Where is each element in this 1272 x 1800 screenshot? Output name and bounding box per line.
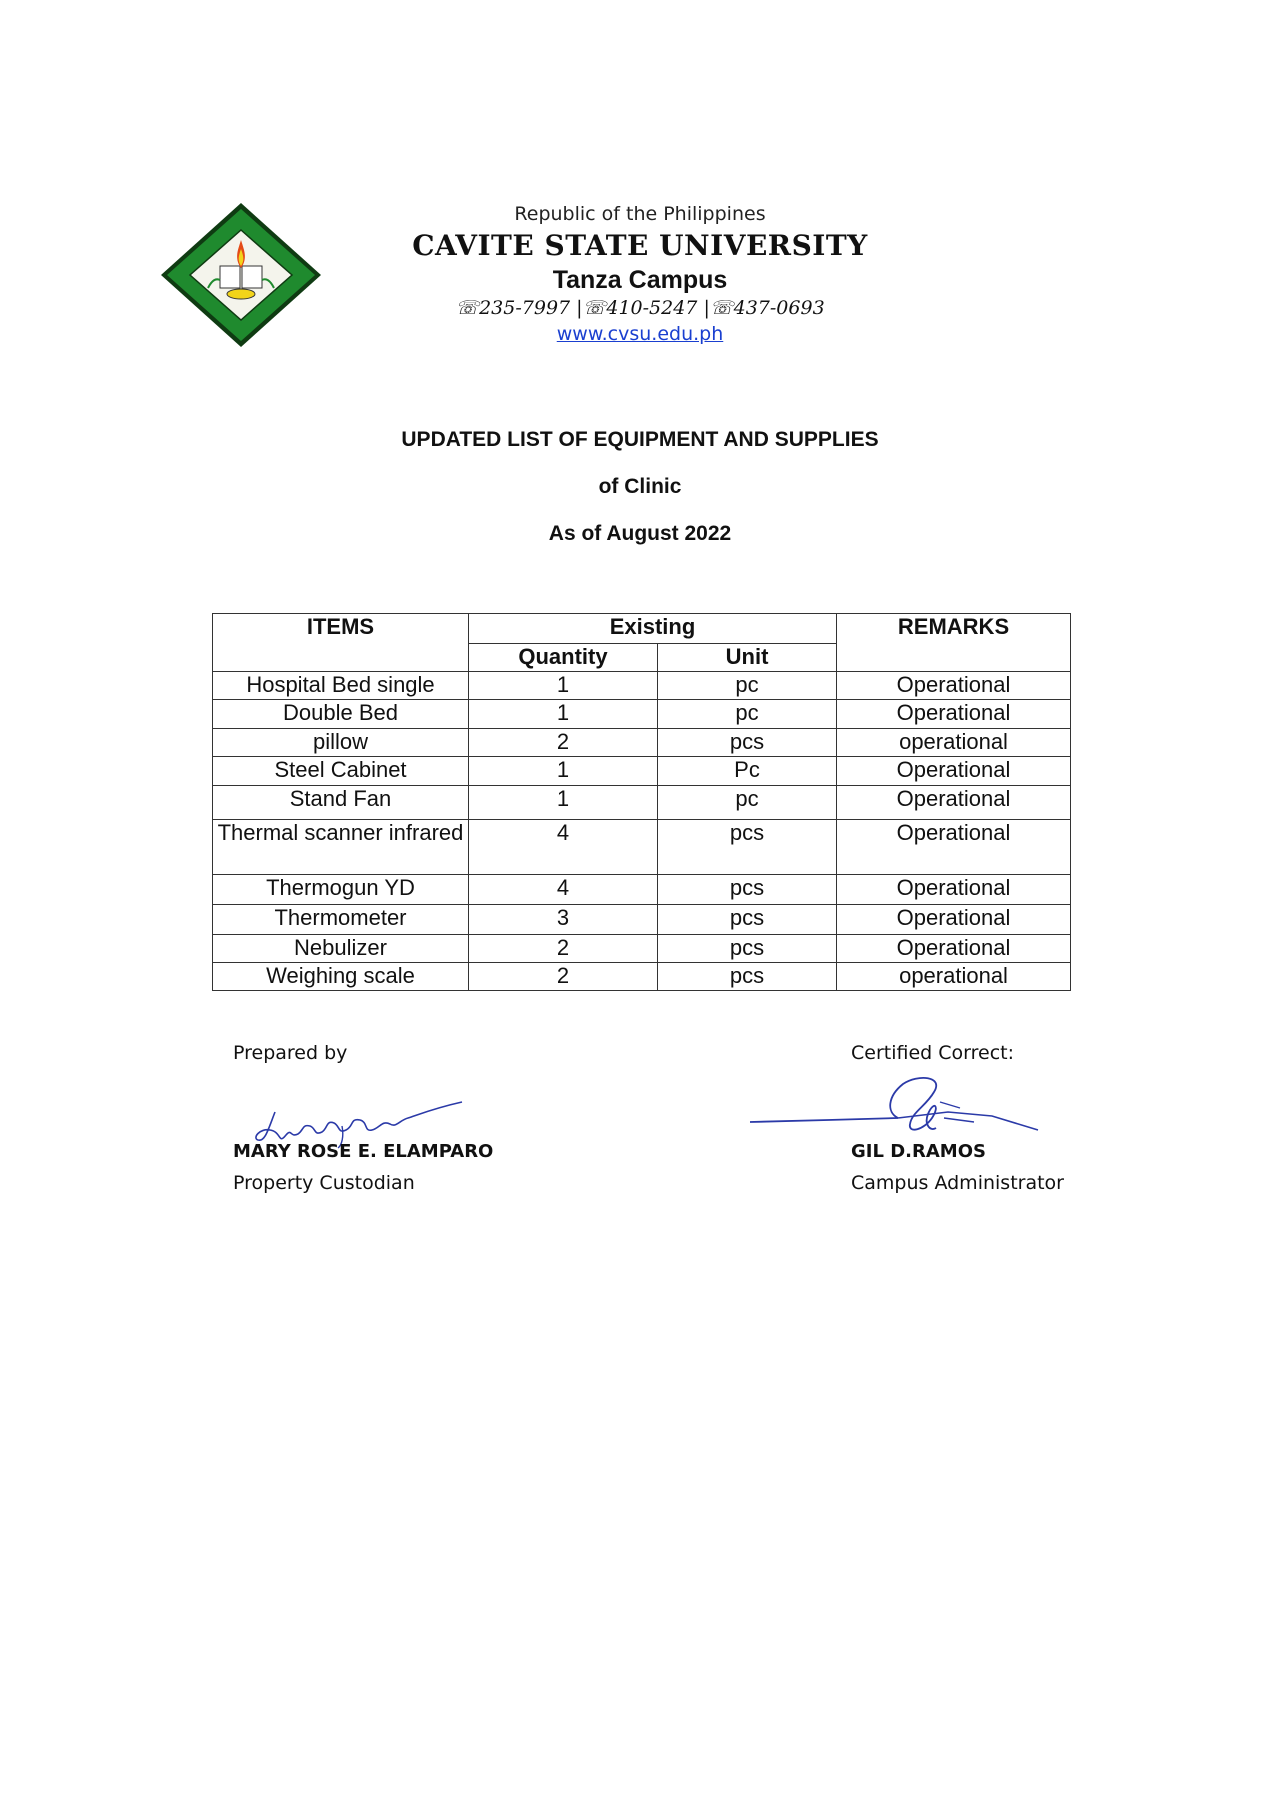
remarks-cell: Operational bbox=[837, 757, 1071, 786]
table-row bbox=[213, 905, 1071, 935]
remarks-cell: Operational bbox=[837, 905, 1071, 935]
quantity-cell: 4 bbox=[469, 820, 658, 875]
item-cell: Hospital Bed single bbox=[213, 672, 469, 700]
header-existing: Existing bbox=[469, 614, 837, 644]
telephone-icon: ☏ bbox=[709, 297, 734, 319]
item-cell: Nebulizer bbox=[213, 935, 469, 963]
item-cell: Weighing scale bbox=[213, 963, 469, 991]
quantity-cell: 4 bbox=[469, 875, 658, 905]
prepared-by-position: Property Custodian bbox=[233, 1172, 415, 1194]
telephone-icon: ☏ bbox=[455, 297, 480, 319]
header-unit: Unit bbox=[658, 644, 837, 672]
unit-cell: pc bbox=[658, 786, 837, 820]
remarks-cell: Operational bbox=[837, 672, 1071, 700]
website-link[interactable]: www.cvsu.edu.ph bbox=[556, 323, 724, 345]
item-cell: Steel Cabinet bbox=[213, 757, 469, 786]
equipment-table bbox=[212, 613, 1071, 991]
republic-label: Republic of the Philippines bbox=[514, 203, 766, 225]
table-row bbox=[213, 700, 1071, 729]
table-row bbox=[213, 672, 1071, 700]
quantity-cell: 2 bbox=[469, 963, 658, 991]
phone-3: 437-0693 bbox=[733, 297, 825, 319]
table-row bbox=[213, 729, 1071, 757]
item-cell: pillow bbox=[213, 729, 469, 757]
certified-by-name: GIL D.RAMOS bbox=[851, 1141, 986, 1162]
campus-name: Tanza Campus bbox=[552, 266, 728, 294]
certified-correct-label: Certified Correct: bbox=[851, 1042, 1015, 1064]
quantity-cell: 3 bbox=[469, 905, 658, 935]
unit-cell: pcs bbox=[658, 875, 837, 905]
remarks-cell: Operational bbox=[837, 700, 1071, 729]
document-title: UPDATED LIST OF EQUIPMENT AND SUPPLIES bbox=[401, 428, 879, 451]
unit-cell: pcs bbox=[658, 820, 837, 875]
remarks-cell: operational bbox=[837, 729, 1071, 757]
remarks-cell: Operational bbox=[837, 820, 1071, 875]
document-date: As of August 2022 bbox=[548, 522, 732, 545]
unit-cell: pcs bbox=[658, 963, 837, 991]
quantity-cell: 1 bbox=[469, 786, 658, 820]
item-cell: Thermogun YD bbox=[213, 875, 469, 905]
prepared-by-name: MARY ROSE E. ELAMPARO bbox=[233, 1141, 494, 1162]
table-row bbox=[213, 963, 1071, 991]
phone-numbers: ☏235-7997 |☏410-5247 |☏437-0693 bbox=[455, 297, 825, 319]
unit-cell: Pc bbox=[658, 757, 837, 786]
header-remarks: REMARKS bbox=[837, 614, 1071, 672]
table-row bbox=[213, 786, 1071, 820]
telephone-icon: ☏ bbox=[582, 297, 607, 319]
item-cell: Stand Fan bbox=[213, 786, 469, 820]
quantity-cell: 1 bbox=[469, 672, 658, 700]
header-items: ITEMS bbox=[213, 614, 469, 672]
unit-cell: pcs bbox=[658, 729, 837, 757]
university-seal-logo bbox=[158, 200, 324, 350]
phone-1: 235-7997 bbox=[479, 297, 571, 319]
phone-2: 410-5247 bbox=[606, 297, 698, 319]
unit-cell: pcs bbox=[658, 905, 837, 935]
university-name: CAVITE STATE UNIVERSITY bbox=[412, 229, 868, 262]
document-subtitle: of Clinic bbox=[598, 475, 682, 498]
quantity-cell: 2 bbox=[469, 935, 658, 963]
prepared-by-label: Prepared by bbox=[233, 1042, 348, 1064]
item-cell: Thermal scanner infrared bbox=[213, 820, 469, 875]
quantity-cell: 1 bbox=[469, 700, 658, 729]
unit-cell: pcs bbox=[658, 935, 837, 963]
table-row bbox=[213, 875, 1071, 905]
quantity-cell: 2 bbox=[469, 729, 658, 757]
table-row bbox=[213, 757, 1071, 786]
remarks-cell: operational bbox=[837, 963, 1071, 991]
quantity-cell: 1 bbox=[469, 757, 658, 786]
table-row bbox=[213, 820, 1071, 875]
certified-by-position: Campus Administrator bbox=[851, 1172, 1064, 1194]
unit-cell: pc bbox=[658, 672, 837, 700]
signature-ramos bbox=[748, 1072, 1048, 1144]
item-cell: Thermometer bbox=[213, 905, 469, 935]
remarks-cell: Operational bbox=[837, 786, 1071, 820]
item-cell: Double Bed bbox=[213, 700, 469, 729]
remarks-cell: Operational bbox=[837, 875, 1071, 905]
table-row bbox=[213, 935, 1071, 963]
unit-cell: pc bbox=[658, 700, 837, 729]
header-quantity: Quantity bbox=[469, 644, 658, 672]
remarks-cell: Operational bbox=[837, 935, 1071, 963]
